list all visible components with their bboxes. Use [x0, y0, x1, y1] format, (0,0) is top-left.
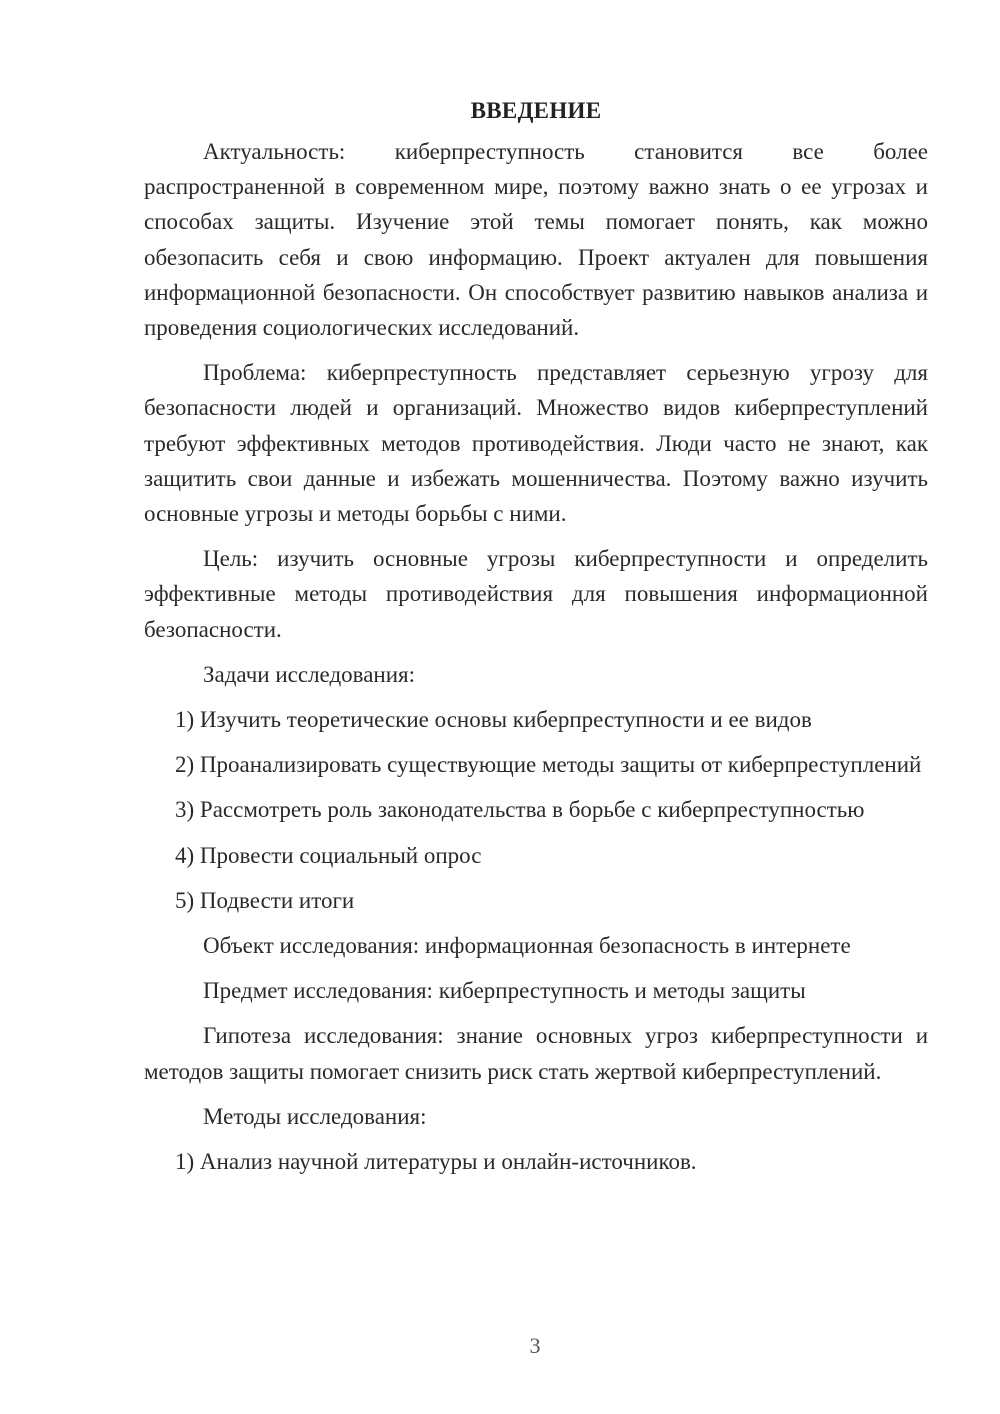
- research-object: Объект исследования: информационная безопасность в интернете: [203, 933, 851, 959]
- research-subject: Предмет исследования: киберпреступность и методы защиты: [203, 978, 806, 1004]
- task-item: 3) Рассмотреть роль законодательства в борьбе с киберпреступностью: [175, 797, 865, 823]
- task-item: 4) Провести социальный опрос: [175, 842, 482, 868]
- research-hypothesis: Гипотеза исследования: знание основных угроз киберпреступности и методов защиты помогает снизить риск стать жертвой киберпреступлений.: [144, 1023, 928, 1084]
- paragraph-goal: Цель: изучить основные угрозы киберпреступности и определить эффективные методы противодействия для повышения информационной безопасности.: [144, 546, 928, 642]
- tasks-heading: Задачи исследования:: [203, 661, 416, 687]
- paragraph-problem: Проблема: киберпреступность представляет серьезную угрозу для безопасности людей и организаций. Множество видов киберпреступлений требуют эффективных методов противодействия. Люди часто не знают, как защитить свои данные и избежать мошенничества. Поэтому важно изучить основные угрозы и методы борьбы с ними.: [144, 360, 928, 527]
- page-title: ВВЕДЕНИЕ: [470, 98, 602, 123]
- method-item: 1) Анализ научной литературы и онлайн-источников.: [175, 1149, 697, 1175]
- methods-heading: Методы исследования:: [203, 1103, 427, 1129]
- task-item: 2) Проанализировать существующие методы защиты от киберпреступлений: [175, 752, 922, 778]
- page-content: [144, 98, 928, 1189]
- task-item: 5) Подвести итоги: [175, 887, 355, 913]
- task-item: 1) Изучить теоретические основы киберпреступности и ее видов: [175, 707, 812, 733]
- paragraph-relevance: Актуальность: киберпреступность становится все более распространенной в современном мире, поэтому важно знать о ее угрозах и способах защиты. Изучение этой темы помогает понять, как можно обезопасить себя и свою информацию. Проект актуален для повышения информационной безопасности. Он способствует развитию навыков анализа и проведения социологических исследований.: [144, 139, 928, 341]
- page-number: 3: [529, 1333, 541, 1358]
